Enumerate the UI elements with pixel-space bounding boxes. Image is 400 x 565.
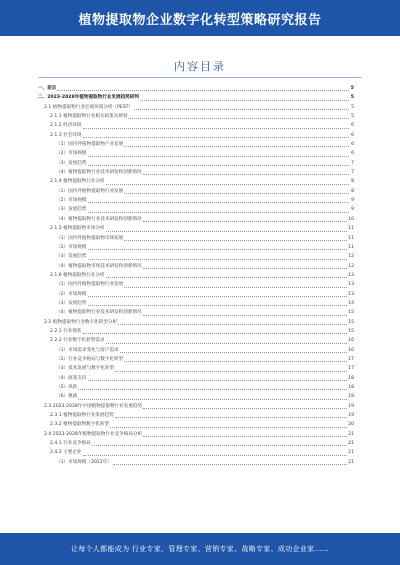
- header-bar: [0, 0, 400, 36]
- toc-entry-text: 2.2.2 行业数字化转型需求: [50, 338, 105, 344]
- toc-leader-dots: [143, 221, 348, 222]
- toc-entry[interactable]: [38, 458, 354, 467]
- toc-entry[interactable]: [38, 149, 354, 158]
- toc-entry-page: 12: [348, 263, 354, 269]
- toc-leader-dots: [88, 259, 348, 260]
- toc-entry[interactable]: [38, 140, 354, 149]
- toc-leader-dots: [88, 249, 348, 250]
- toc-entry-page: 11: [348, 226, 354, 232]
- toc-entry[interactable]: [38, 121, 354, 130]
- toc-entry-text: 2.2.1 行业现状: [50, 328, 82, 334]
- toc-entry-page: 19: [348, 403, 354, 409]
- toc-leader-dots: [143, 315, 348, 316]
- toc-entry-page: 18: [348, 375, 354, 381]
- toc-entry-text: 2.1.3 社会环境: [50, 132, 82, 138]
- toc-leader-dots: [143, 268, 348, 269]
- toc-entry-text: （3）发展趋势: [56, 207, 87, 213]
- toc-entry-text: （2）市场规模: [56, 198, 87, 204]
- toc-leader-dots: [124, 146, 349, 147]
- toc-leader-dots: [92, 445, 347, 446]
- toc-entry-page: 9: [351, 198, 354, 204]
- toc-leader-dots: [88, 380, 348, 381]
- toc-entry-page: 13: [348, 272, 354, 278]
- toc-entry-text: （6）挑战: [56, 394, 78, 400]
- toc-leader-dots: [118, 324, 347, 325]
- toc-leader-dots: [143, 174, 349, 175]
- toc-leader-dots: [83, 137, 349, 138]
- toc-entry-page: 14: [348, 300, 354, 306]
- toc-leader-dots: [88, 165, 350, 166]
- toc-heading: 内容目录: [174, 60, 226, 73]
- toc-entry-text: 2.1.6 植物提取物行业分析: [50, 272, 105, 278]
- toc-entry[interactable]: [38, 420, 354, 429]
- toc-list: [38, 84, 354, 467]
- toc-leader-dots: [106, 231, 348, 232]
- toc-leader-dots: [57, 90, 349, 91]
- toc-entry-text: （4）政策支持: [56, 375, 87, 381]
- toc-entry[interactable]: [38, 308, 354, 317]
- toc-entry-page: 21: [348, 431, 354, 437]
- toc-entry[interactable]: [38, 159, 354, 168]
- toc-entry-page: 15: [348, 328, 354, 334]
- toc-entry[interactable]: [38, 374, 354, 383]
- toc-entry-page: 15: [348, 319, 354, 325]
- toc-leader-dots: [115, 417, 347, 418]
- toc-entry-page: 6: [351, 123, 354, 129]
- toc-leader-dots: [124, 193, 349, 194]
- toc-entry-text: 2.1.4 植物提取物行业分析: [50, 179, 105, 185]
- toc-entry[interactable]: [38, 355, 354, 364]
- toc-entry-text: （2）市场规模: [56, 291, 87, 297]
- toc-leader-dots: [83, 128, 349, 129]
- toc-entry-text: （1）市场需求变化与客户需求: [56, 347, 119, 353]
- toc-entry[interactable]: [38, 196, 354, 205]
- toc-entry-text: 二、2023-2028年植物提取物行业发展趋势研判: [38, 95, 139, 101]
- toc-entry-page: 21: [348, 459, 354, 465]
- toc-leader-dots: [78, 399, 347, 400]
- toc-leader-dots: [140, 100, 349, 101]
- toc-entry[interactable]: [38, 411, 354, 420]
- toc-leader-dots: [143, 436, 347, 437]
- toc-leader-dots: [113, 464, 347, 465]
- toc-entry[interactable]: [38, 243, 354, 252]
- toc-entry[interactable]: [38, 177, 354, 186]
- toc-leader-dots: [88, 305, 348, 306]
- toc-entry[interactable]: [38, 93, 354, 102]
- toc-entry-text: 2.1.2 经济环境: [50, 123, 82, 129]
- footer-bar: [0, 533, 400, 565]
- toc-heading-rule: [38, 77, 362, 78]
- toc-entry-page: 8: [351, 179, 354, 185]
- toc-entry-page: 10: [348, 216, 354, 222]
- toc-entry-page: 18: [348, 394, 354, 400]
- toc-entry-text: （3）发展趋势: [56, 254, 87, 260]
- toc-entry-page: 7: [351, 160, 354, 166]
- toc-entry-page: 11: [348, 235, 354, 241]
- toc-entry-text: 2.4.2 主要企业: [50, 450, 82, 456]
- toc-entry-page: 16: [348, 338, 354, 344]
- toc-leader-dots: [88, 212, 350, 213]
- footer-slogan: 让每个人都能成为 行业专家、管理专家、营销专家、战略专家、成功企业家……: [70, 545, 330, 553]
- toc-leader-dots: [88, 296, 348, 297]
- toc-entry-text: （4）植物提取物行业技术研发和创新情况: [56, 310, 142, 316]
- toc-entry-text: 2.1.1 植物提取物行业相关政策及规划: [50, 114, 128, 120]
- toc-leader-dots: [78, 389, 347, 390]
- toc-entry[interactable]: [38, 84, 354, 93]
- toc-leader-dots: [83, 455, 348, 456]
- toc-entry-page: 21: [348, 441, 354, 447]
- toc-leader-dots: [106, 277, 348, 278]
- toc-entry-text: 2.1 植物提取物行业宏观环境分析（PEST）: [44, 104, 134, 110]
- toc-leader-dots: [124, 361, 347, 362]
- toc-entry[interactable]: [38, 224, 354, 233]
- toc-entry-page: 13: [348, 282, 354, 288]
- toc-entry-text: 2.3 2023-2028年中国植物提取物行业发展趋势: [44, 403, 143, 409]
- toc-leader-dots: [88, 156, 350, 157]
- toc-entry-text: （4）植物提取物市场技术研发和创新情况: [56, 263, 142, 269]
- toc-leader-dots: [106, 343, 348, 344]
- toc-entry[interactable]: [38, 252, 354, 261]
- toc-leader-dots: [88, 202, 350, 203]
- toc-entry-text: 2.4 2023-2028年植物提取物行业竞争格局分析: [44, 431, 143, 437]
- toc-entry[interactable]: [38, 327, 354, 336]
- toc-entry-page: 17: [348, 366, 354, 372]
- toc-entry-text: （3）发展趋势: [56, 300, 87, 306]
- toc-entry[interactable]: [38, 336, 354, 345]
- toc-leader-dots: [128, 118, 349, 119]
- toc-entry[interactable]: [38, 187, 354, 196]
- toc-entry[interactable]: [38, 364, 354, 373]
- toc-entry-page: 5: [350, 95, 354, 101]
- toc-entry[interactable]: [38, 318, 354, 327]
- toc-leader-dots: [83, 333, 348, 334]
- toc-entry-page: 21: [348, 450, 354, 456]
- toc-entry-text: （1）国内外植物提取物行业发展: [56, 188, 124, 194]
- toc-entry-text: （4）植物提取物行业技术研发和创新情况: [56, 170, 142, 176]
- toc-entry-page: 5: [350, 86, 354, 91]
- toc-entry-text: 一、前言: [38, 86, 57, 91]
- toc-entry[interactable]: [38, 103, 354, 112]
- toc-entry[interactable]: [38, 112, 354, 121]
- toc-entry[interactable]: [38, 402, 354, 411]
- toc-entry-text: 2.3.2 植物提取物数字化转型: [50, 422, 110, 428]
- toc-leader-dots: [110, 427, 347, 428]
- toc-entry-text: （2）市场规模: [56, 244, 87, 250]
- toc-entry[interactable]: [38, 290, 354, 299]
- toc-entry[interactable]: [38, 271, 354, 280]
- toc-entry-page: 17: [348, 356, 354, 362]
- toc-entry-text: （1）市场规模（2022年）: [56, 459, 112, 465]
- toc-entry-page: 6: [351, 142, 354, 148]
- toc-entry[interactable]: [38, 430, 354, 439]
- toc-entry-text: （3）技术发展与数字化转型: [56, 366, 115, 372]
- toc-entry-page: 5: [351, 104, 354, 110]
- toc-entry-text: 2.3.1 植物提取物行业发展趋势: [50, 413, 114, 419]
- toc-entry-text: （1）国内外植物提取物产业发展: [56, 142, 124, 148]
- toc-leader-dots: [115, 371, 347, 372]
- toc-entry-text: 2.4.1 行业竞争格局: [50, 441, 91, 447]
- toc-entry[interactable]: [38, 346, 354, 355]
- toc-entry-page: 8: [351, 188, 354, 194]
- toc-entry-page: 11: [348, 244, 354, 250]
- toc-entry-text: 2.1.5 植物提取物市场分析: [50, 226, 105, 232]
- toc-leader-dots: [120, 352, 347, 353]
- toc-entry-text: （1）国内外植物提取物市场发展: [56, 235, 124, 241]
- toc-entry-text: 2.2 植物提取物行业数字化转型分析: [44, 319, 118, 325]
- toc-entry-text: （1）国内外植物提取物行业发展: [56, 282, 124, 288]
- toc-entry[interactable]: [38, 448, 354, 457]
- toc-entry-page: 15: [348, 310, 354, 316]
- toc-entry[interactable]: [38, 439, 354, 448]
- toc-entry[interactable]: [38, 205, 354, 214]
- toc-entry[interactable]: [38, 262, 354, 271]
- toc-entry-page: 19: [348, 413, 354, 419]
- toc-entry-page: 18: [348, 385, 354, 390]
- toc-entry[interactable]: [38, 299, 354, 308]
- toc-entry-page: 6: [351, 132, 354, 138]
- toc-leader-dots: [134, 109, 349, 110]
- toc-entry-page: 13: [348, 291, 354, 297]
- toc-entry[interactable]: [38, 280, 354, 289]
- toc-page: [0, 36, 400, 533]
- toc-entry[interactable]: [38, 234, 354, 243]
- toc-entry[interactable]: [38, 168, 354, 177]
- toc-entry[interactable]: [38, 131, 354, 140]
- toc-entry[interactable]: [38, 392, 354, 401]
- toc-entry-page: 9: [351, 207, 354, 213]
- toc-leader-dots: [124, 287, 347, 288]
- toc-leader-dots: [106, 184, 350, 185]
- toc-entry-text: （5）风险: [56, 385, 78, 390]
- toc-entry-text: （2）行业竞争格局与数字化转型: [56, 356, 124, 362]
- toc-entry-page: 7: [351, 170, 354, 176]
- toc-entry-text: （3）发展趋势: [56, 160, 87, 166]
- toc-entry[interactable]: [38, 215, 354, 224]
- toc-leader-dots: [143, 408, 347, 409]
- report-title: 植物提取物企业数字化转型策略研究报告: [78, 12, 322, 28]
- toc-entry[interactable]: [38, 383, 354, 392]
- toc-entry-page: 16: [348, 347, 354, 353]
- toc-entry-page: 20: [348, 422, 354, 428]
- toc-entry-page: 5: [351, 114, 354, 120]
- toc-entry-page: 12: [348, 254, 354, 260]
- toc-entry-text: （2）市场规模: [56, 151, 87, 157]
- toc-leader-dots: [124, 240, 347, 241]
- toc-entry-page: 6: [351, 151, 354, 157]
- toc-entry-text: （4）植物提取物行业技术研发和创新情况: [56, 216, 142, 222]
